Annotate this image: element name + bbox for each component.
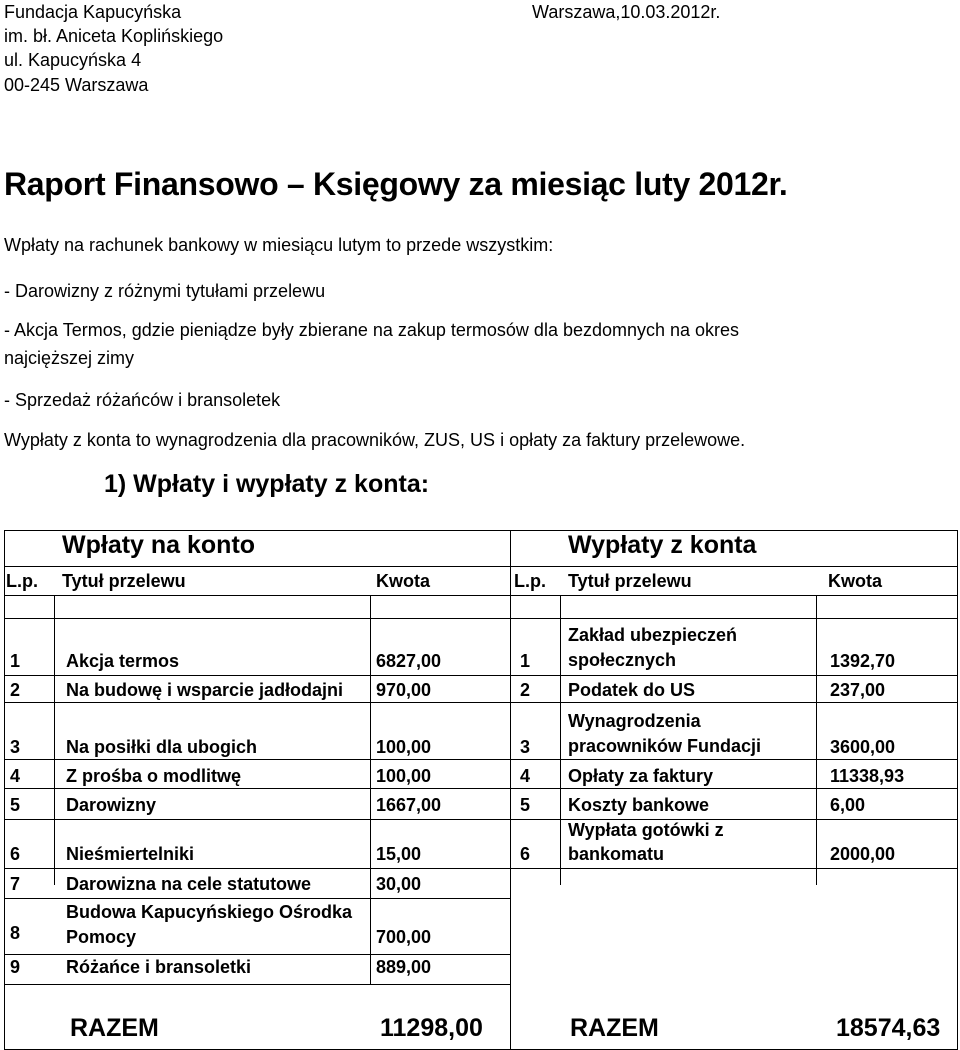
in-row-lp: 1 <box>10 651 21 671</box>
in-row-title: Różańce i bransoletki <box>66 957 252 977</box>
in-row-lp: 2 <box>10 680 21 700</box>
org-name: Fundacja Kapucyńska <box>4 2 182 22</box>
out-row-amount: 6,00 <box>830 795 866 815</box>
out-row-title-cont: społecznych <box>568 650 677 670</box>
out-row-title: Podatek do US <box>568 680 696 700</box>
out-row-title: Wypłata gotówki z <box>568 820 724 840</box>
in-row-title: Nieśmiertelniki <box>66 844 195 864</box>
out-row-amount: 1392,70 <box>830 651 896 671</box>
intro-item-termos: - Akcja Termos, gdzie pieniądze były zbierane na zakup termosów dla bezdomnych na okres <box>4 320 740 340</box>
out-row-title-cont: pracowników Fundacji <box>568 736 762 756</box>
out-row-lp: 6 <box>520 844 531 864</box>
in-row-amount: 15,00 <box>376 844 422 864</box>
out-row-title: Wynagrodzenia <box>568 711 701 731</box>
finance-table <box>4 530 958 1050</box>
out-row-amount: 11338,93 <box>830 766 905 786</box>
in-row-title: Z prośba o modlitwę <box>66 766 242 786</box>
in-row-amount: 700,00 <box>376 927 432 947</box>
out-row-amount: 237,00 <box>830 680 886 700</box>
intro-item-donations: - Darowizny z różnymi tytułami przelewu <box>4 281 326 301</box>
intro-payouts: Wypłaty z konta to wynagrodzenia dla pracowników, ZUS, US i opłaty za faktury przelewowe. <box>4 430 746 450</box>
out-row-title: Opłaty za faktury <box>568 766 714 786</box>
total-in-label: RAZEM <box>70 1014 159 1042</box>
col-lp-in: L.p. <box>6 571 38 591</box>
intro-paragraph: Wpłaty na rachunek bankowy w miesiącu lutym to przede wszystkim: <box>4 235 554 255</box>
col-amount-in: Kwota <box>376 571 430 591</box>
in-row-title: Akcja termos <box>66 651 180 671</box>
in-row-lp: 9 <box>10 957 21 977</box>
out-row-lp: 3 <box>520 737 531 757</box>
out-row-lp: 4 <box>520 766 531 786</box>
out-row-amount: 2000,00 <box>830 844 896 864</box>
in-row-amount: 30,00 <box>376 874 422 894</box>
in-row-lp: 8 <box>10 923 21 943</box>
total-in-amount: 11298,00 <box>380 1014 483 1042</box>
in-row-title: Na budowę i wsparcie jadłodajni <box>66 680 344 700</box>
in-row-amount: 889,00 <box>376 957 432 977</box>
in-row-title: Darowizna na cele statutowe <box>66 874 312 894</box>
intro-item-sales: - Sprzedaż różańców i bransoletek <box>4 390 281 410</box>
col-title-out: Tytuł przelewu <box>568 571 692 591</box>
section-title: 1) Wpłaty i wypłaty z konta: <box>104 470 430 498</box>
in-row-lp: 5 <box>10 795 21 815</box>
in-row-amount: 6827,00 <box>376 651 442 671</box>
in-row-lp: 7 <box>10 874 21 894</box>
total-out-label: RAZEM <box>570 1014 659 1042</box>
outgoing-header: Wypłaty z konta <box>568 531 757 559</box>
org-patron: im. bł. Aniceta Koplińskiego <box>4 26 224 46</box>
out-row-amount: 3600,00 <box>830 737 896 757</box>
out-row-title: Zakład ubezpieczeń <box>568 625 738 645</box>
in-row-title: Na posiłki dla ubogich <box>66 737 258 757</box>
col-lp-out: L.p. <box>514 571 546 591</box>
in-row-lp: 6 <box>10 844 21 864</box>
in-row-title: Darowizny <box>66 795 157 815</box>
incoming-header: Wpłaty na konto <box>62 531 256 559</box>
in-row-lp: 3 <box>10 737 21 757</box>
out-row-title: Koszty bankowe <box>568 795 710 815</box>
in-row-title-cont: Pomocy <box>66 927 137 947</box>
in-row-amount: 100,00 <box>376 737 432 757</box>
report-title: Raport Finansowo – Księgowy za miesiąc luty 2012r. <box>4 166 788 202</box>
out-row-lp: 1 <box>520 651 531 671</box>
intro-item-termos-cont: najcięższej zimy <box>4 348 135 368</box>
col-amount-out: Kwota <box>828 571 882 591</box>
in-row-title: Budowa Kapucyńskiego Ośrodka <box>66 902 353 922</box>
in-row-amount: 970,00 <box>376 680 432 700</box>
total-out-amount: 18574,63 <box>836 1014 941 1042</box>
place-date: Warszawa,10.03.2012r. <box>532 2 721 22</box>
org-city: 00-245 Warszawa <box>4 75 149 95</box>
out-row-title-cont: bankomatu <box>568 844 665 864</box>
out-row-lp: 5 <box>520 795 531 815</box>
in-row-lp: 4 <box>10 766 21 786</box>
col-title-in: Tytuł przelewu <box>62 571 186 591</box>
in-row-amount: 100,00 <box>376 766 432 786</box>
in-row-amount: 1667,00 <box>376 795 442 815</box>
org-street: ul. Kapucyńska 4 <box>4 50 142 70</box>
out-row-lp: 2 <box>520 680 531 700</box>
